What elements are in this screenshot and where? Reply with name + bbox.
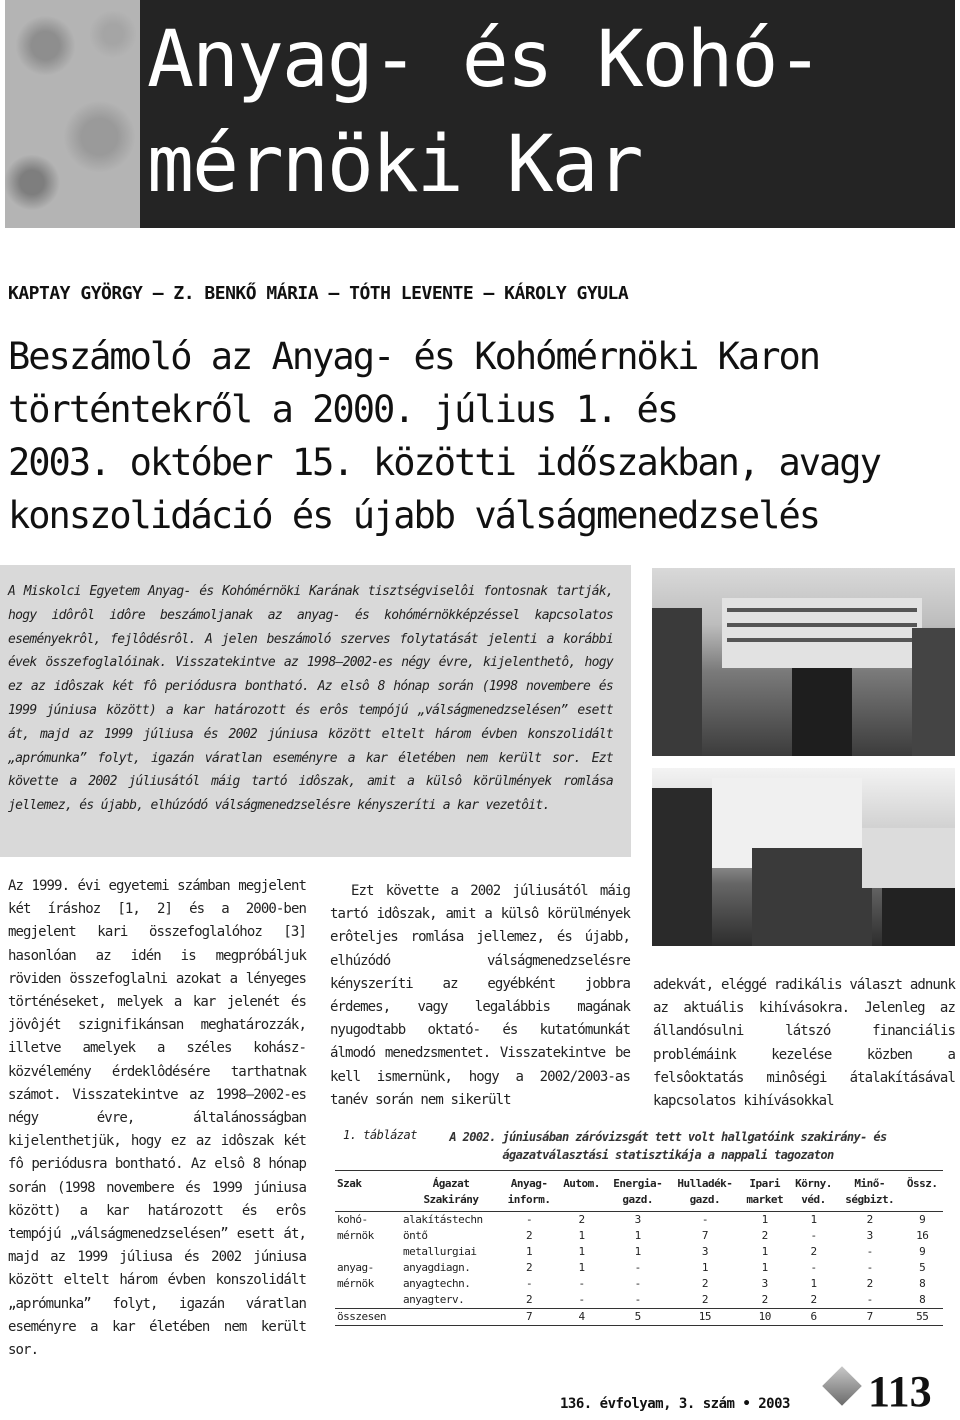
cell-total-label: összesen (335, 1309, 501, 1326)
cell-value: 2 (810, 1293, 817, 1306)
cell-szak: mérnök (337, 1277, 374, 1290)
section-title (147, 8, 947, 218)
cell-value: 2 (761, 1229, 768, 1242)
header-ossz: Össz. (901, 1176, 943, 1212)
cell-value: - (866, 1245, 873, 1258)
cell-value: 2 (810, 1245, 817, 1258)
table-header-row (335, 1176, 943, 1212)
cell-agazat: metallurgiai (403, 1245, 477, 1258)
cell-value: - (701, 1213, 708, 1226)
issue-info: 136. évfolyam, 3. szám • 2003 (560, 1396, 790, 1412)
cell-value: 2 (866, 1213, 873, 1226)
cell-value: - (526, 1213, 533, 1226)
building-photo-1 (652, 568, 955, 756)
cell-value: 1 (761, 1213, 768, 1226)
cell-value: 2 (578, 1213, 585, 1226)
header-mino-line2: ségbizt. (845, 1193, 895, 1206)
header-mino (838, 1176, 901, 1212)
cell-value: 1 (578, 1229, 585, 1242)
cell-value: - (634, 1261, 641, 1274)
cell-szak (335, 1244, 401, 1260)
cell-value: 2 (866, 1277, 873, 1290)
article-title-line1: Beszámoló az Anyag- és Kohómérnöki Karon (8, 335, 820, 378)
header-korny (789, 1176, 838, 1212)
cell-value: 5 (919, 1261, 926, 1274)
body-column-3: adekvát, eléggé radikális választ adnunk az aktuális kihívásokra. Jelenleg az állandósulni látszó financiális problémáink kezelése közben a felsôoktatás minôségi átalakításával kapcsolatos kihívásokkal (653, 977, 955, 1110)
cell-value: 1 (810, 1213, 817, 1226)
cell-value: - (810, 1229, 817, 1242)
header-agazat-line2: Szakirány (423, 1193, 479, 1206)
header-texture-image (5, 0, 140, 228)
header-ipari-line2: market (746, 1193, 784, 1206)
cell-total: 5 (606, 1309, 669, 1326)
cell-agazat: anyagdiagn. (403, 1261, 471, 1274)
cell-value: 1 (578, 1261, 585, 1274)
cell-total: 15 (669, 1309, 740, 1326)
building-photo-2 (652, 768, 955, 946)
cell-total: 4 (557, 1309, 606, 1326)
header-ipari (740, 1176, 789, 1212)
header-korny-line1: Körny. (795, 1177, 832, 1190)
cell-value: 7 (701, 1229, 708, 1242)
cell-value: 2 (526, 1293, 533, 1306)
table-row (335, 1228, 943, 1244)
header-szak: Szak (335, 1176, 401, 1212)
cell-value: 3 (701, 1245, 708, 1258)
cell-value: 2 (701, 1277, 708, 1290)
cell-value: 1 (578, 1245, 585, 1258)
header-mino-line1: Minő- (854, 1177, 885, 1190)
cell-value: - (866, 1261, 873, 1274)
cell-value: - (634, 1277, 641, 1290)
header-agazat-line1: Ágazat (432, 1177, 470, 1190)
header-hulladek (669, 1176, 740, 1212)
statistics-table (335, 1176, 943, 1326)
page-number: 113 (868, 1367, 932, 1416)
header-hulladek-line2: gazd. (689, 1193, 721, 1206)
cell-value: 2 (526, 1229, 533, 1242)
cell-value: 2 (526, 1261, 533, 1274)
table-label: 1. táblázat (343, 1128, 417, 1142)
cell-value: 1 (634, 1229, 641, 1242)
cell-total: 10 (740, 1309, 789, 1326)
cell-value: - (866, 1293, 873, 1306)
article-title-line4: konszolidáció és újabb válságmenedzselés (8, 494, 820, 537)
cell-szak: anyag- (337, 1261, 374, 1274)
table-title: A 2002. júniusában záróvizsgát tett volt hallgatóink szakirány- és ágazatválasztási statisztikája a nappali tagozaton (449, 1130, 887, 1162)
cell-szak: mérnök (337, 1229, 374, 1242)
cell-total: 7 (501, 1309, 557, 1326)
header-anyag-inform (501, 1176, 557, 1212)
cell-szak (335, 1292, 401, 1309)
body-column-1: Az 1999. évi egyetemi számban megjelent két íráshoz [1, 2] és a 2000-ben megjelent kari összefoglalóhoz [3] hasonlóan az idén is megpróbáljuk röviden összefoglalni azokat a lényeges történéseket, melyek a kar jelenét és jövôjét szignifikánsan meghatározzák, illetve amelyek a széles kohász-közvélemény érdeklôdésére tarthatnak számot. Visszatekintve az 1998–2002-es négy évre, általánosságban kijelenthetjük, hogy ez az idôszak két fô periódusra bontható. Az elsô 8 hónap során (1998 novembere és 1999 júniusa között) a kar határozott és erôs tempójú „válságmenedzselésen” esett át, majd az 1999 júliusa és 2002 júniusa között eltelt három évben konszolidált „aprómunka” folyt, igazán váratlan eseményre a kar életében nem került sor. (8, 878, 306, 1359)
table-top-rule (335, 1170, 943, 1171)
cell-value: 3 (866, 1229, 873, 1242)
header-energia-line1: Energia- (613, 1177, 663, 1190)
cell-value: 16 (916, 1229, 929, 1242)
cell-value: 1 (810, 1277, 817, 1290)
body-column-2: Ezt követte a 2002 júliusától máig tartó idôszak, amit a külsô körülmények erôteljes romlása jellemez, és újabb, elhúzódó válságmenedzselésre kényszeríti az egyébként jobbra érdemes, vagy legalábbis magának nyugodtabb oktató- és kutatómunkát álmodó menedzsmentet. Visszatekintve be kell ismernünk, hogy a 2002/2003-as tanév során nem sikerült (330, 883, 630, 1108)
article-title (8, 330, 948, 542)
cell-total: 6 (789, 1309, 838, 1326)
abstract-text: A Miskolci Egyetem Anyag- és Kohómérnöki Karának tisztségviselôi fontosnak tartják, hogy idôrôl idôre beszámoljanak az anyag- és kohómérnökképzéssel kapcsolatos eseményekrôl, fejlôdésrôl. A jelen beszámoló szerves folytatását jelenti a korábbi évek összefoglalóinak. Visszatekintve az 1998–2002-es négy évre, kijelenthetô, hogy ez az idôszak két fô periódusra bontható. Az elsô 8 hónap során (1998 novembere és 1999 júniusa között) a kar határozott és erôs tempójú „válságmenedzselésen” esett át, majd az 1999 júliusa és 2002 júniusa között eltelt három évben konszolidált „aprómunka” folyt, igazán váratlan eseményre a kar életében nem került sor. Ezt követte a 2002 júliusától máig tartó idôszak, amit a külsô körülmények romlása jellemez, és újabb, elhúzódó válságmenedzselésre kényszeríti a kar vezetôit. (8, 584, 613, 814)
header-anyag-line2: inform. (507, 1193, 551, 1206)
header-korny-line2: véd. (801, 1193, 826, 1206)
header-autom: Autom. (557, 1176, 606, 1212)
article-title-line2: történtekről a 2000. július 1. és (8, 388, 678, 431)
cell-value: 1 (761, 1245, 768, 1258)
cell-value: 9 (919, 1245, 926, 1258)
cell-value: 9 (919, 1213, 926, 1226)
section-title-line2: mérnöki Kar (147, 120, 642, 210)
header-anyag-line1: Anyag- (510, 1177, 548, 1190)
cell-value: - (634, 1293, 641, 1306)
header-ipari-line1: Ipari (749, 1177, 781, 1190)
cell-value: 3 (761, 1277, 768, 1290)
cell-value: - (578, 1277, 585, 1290)
cell-value: - (526, 1277, 533, 1290)
cell-total: 7 (838, 1309, 901, 1326)
table-row (335, 1244, 943, 1260)
cell-total: 55 (901, 1309, 943, 1326)
cell-szak: kohó- (337, 1213, 368, 1226)
cell-value: 1 (701, 1261, 708, 1274)
cell-value: 1 (526, 1245, 533, 1258)
cell-value: 2 (701, 1293, 708, 1306)
table-row (335, 1260, 943, 1276)
cell-value: 3 (634, 1213, 641, 1226)
section-title-line1: Anyag- és Kohó- (147, 15, 822, 105)
journal-logo-icon (822, 1366, 862, 1406)
article-title-line3: 2003. október 15. közötti időszakban, avagy (8, 441, 880, 484)
table-row (335, 1276, 943, 1292)
cell-agazat: alakítástechn (403, 1213, 483, 1226)
table-row (335, 1212, 943, 1229)
cell-value: 2 (761, 1293, 768, 1306)
cell-value: 8 (919, 1277, 926, 1290)
cell-value: - (578, 1293, 585, 1306)
header-hulladek-line1: Hulladék- (677, 1177, 733, 1190)
cell-value: - (810, 1261, 817, 1274)
authors: KAPTAY GYÖRGY – Z. BENKŐ MÁRIA – TÓTH LEVENTE – KÁROLY GYULA (8, 283, 629, 304)
cell-agazat: anyagtechn. (403, 1277, 471, 1290)
table-row (335, 1292, 943, 1309)
cell-value: 8 (919, 1293, 926, 1306)
table-total-row (335, 1309, 943, 1326)
cell-value: 1 (634, 1245, 641, 1258)
cell-agazat: öntő (403, 1229, 428, 1242)
header-energia-line2: gazd. (622, 1193, 654, 1206)
header-energia (606, 1176, 669, 1212)
cell-agazat: anyagterv. (403, 1293, 465, 1306)
header-agazat (401, 1176, 501, 1212)
cell-value: 1 (761, 1261, 768, 1274)
